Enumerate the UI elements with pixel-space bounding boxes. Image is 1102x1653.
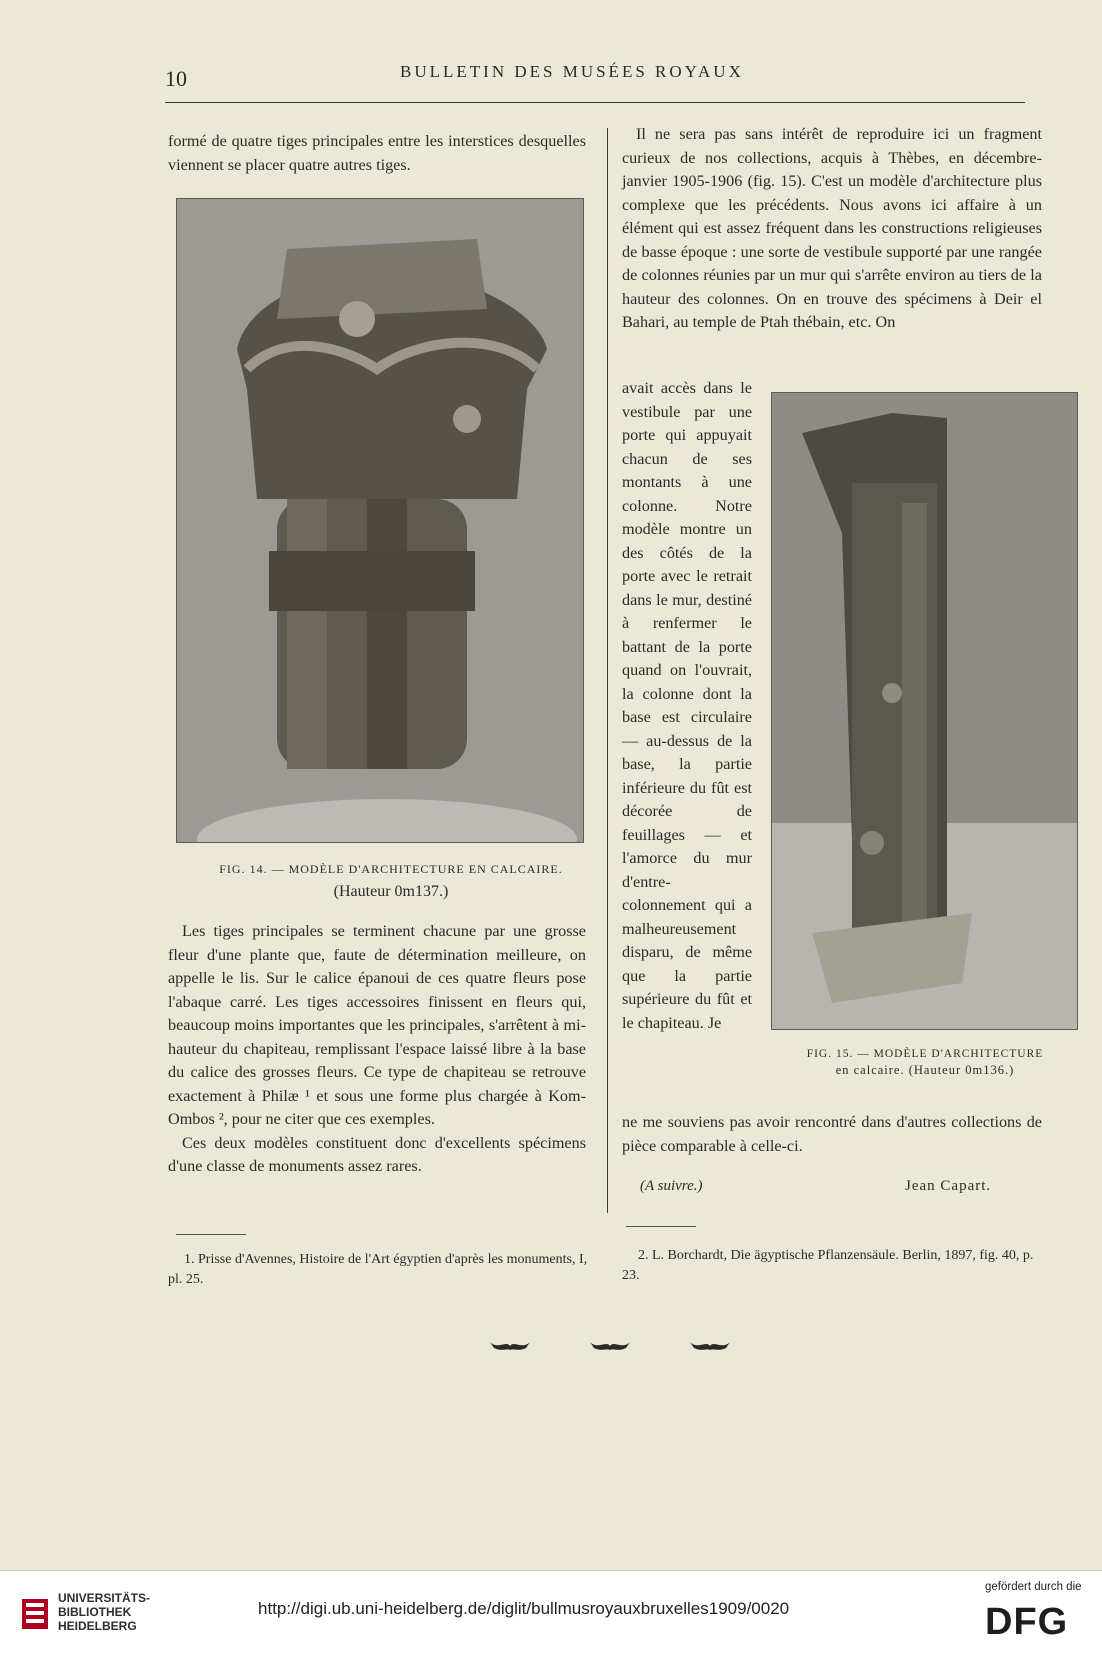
door-jamb-model-photo-icon — [772, 393, 1077, 1029]
figure-15-photo — [771, 392, 1078, 1030]
library-name — [58, 1591, 150, 1633]
left-paragraph-1: Les tiges principales se terminent chacune par une grosse fleur d'une plante que, faute de détermination meilleure, on appelle le lis. Sur le calice épanoui de ces quatre fleurs pose l'abaque carré. Les tiges accessoires finissent en fleurs qui, beaucoup moins importantes que les principales, s'arrêtent à mi-hauteur du chapiteau, remplissant l'espace laissé libre à la base du calice des grosses fleurs. Ce type de chapiteau se retrouve exactement à Philæ ¹ et sous une forme plus chargée à Kom-Ombos ², pour ne citer que ces exemples. — [168, 922, 586, 1128]
library-name-line3: HEIDELBERG — [58, 1619, 137, 1633]
figure-15-caption — [775, 1048, 1075, 1078]
right-column-end — [622, 1111, 1042, 1158]
right-column-narrow — [622, 377, 752, 1035]
figure-14-caption-line2: (Hauteur 0m137.) — [333, 883, 449, 900]
left-paragraph-2: Ces deux modèles constituent donc d'excellents spécimens d'une classe de monuments assez rares. — [168, 1133, 586, 1175]
footnote-rule-right — [626, 1226, 696, 1227]
right-narrow-text: avait accès dans le vestibule par une porte qui appuyait chacun de ses montants à une colonne. Notre modèle montre un des côtés de la porte avec le retrait dans le mur, destiné à renfermer le battant de la porte quand on l'ouvrait, la colonne dont la base est circulaire — au-dessus de la base, la partie inférieure du fût est décorée de feuillages — et l'amorce du mur d'entre-colonnement qui a malheureusement disparu, de même que la partie supérieure du fût et le chapiteau. Je — [622, 379, 752, 1032]
footnote-1: 1. Prisse d'Avennes, Histoire de l'Art égyptien d'après les monuments, I, pl. 25. — [168, 1252, 588, 1287]
funding-label: gefördert durch die — [985, 1581, 1082, 1593]
ornament-right-icon — [688, 1338, 732, 1352]
page-number: 10 — [165, 66, 187, 91]
figure-14-caption — [176, 862, 606, 901]
footnote-rule-left — [176, 1234, 246, 1235]
ornament-center-icon — [588, 1338, 632, 1352]
left-top-paragraph: formé de quatre tiges principales entre les interstices desquelles viennent se placer quatre autres tiges. — [168, 132, 586, 174]
dfg-logo: DFG — [985, 1601, 1069, 1643]
library-name-line2: BIBLIOTHEK — [58, 1605, 132, 1619]
university-library-logo-icon — [20, 1593, 50, 1633]
left-column-body — [168, 920, 586, 1179]
right-paragraph-end: ne me souviens pas avoir rencontré dans d'autres collections de pièce comparable à celle-ci. — [622, 1113, 1042, 1155]
header-rule — [165, 102, 1025, 103]
right-column-top — [622, 123, 1042, 335]
column-divider — [607, 128, 608, 1213]
footnote-2: 2. L. Borchardt, Die ägyptische Pflanzensäule. Berlin, 1897, fig. 40, p. 23. — [622, 1248, 1034, 1283]
to-follow: (A suivre.) — [640, 1178, 703, 1194]
figure-14-caption-line1: FIG. 14. — MODÈLE D'ARCHITECTURE EN CALCAIRE. — [219, 862, 563, 876]
running-title: BULLETIN DES MUSÉES ROYAUX — [400, 62, 744, 81]
source-url-link[interactable]: http://digi.ub.uni-heidelberg.de/diglit/bullmusroyauxbruxelles1909/0020 — [258, 1599, 790, 1618]
figure-15-caption-line2: en calcaire. (Hauteur 0m136.) — [835, 1063, 1015, 1077]
library-name-line1: UNIVERSITÄTS- — [58, 1591, 151, 1605]
carved-capital-photo-icon — [177, 199, 583, 842]
left-column-top — [168, 130, 586, 177]
author-signature: Jean Capart. — [905, 1178, 992, 1194]
figure-15-caption-line1: FIG. 15. — MODÈLE D'ARCHITECTURE — [806, 1048, 1044, 1060]
ornament-left-icon — [488, 1338, 532, 1352]
footer-bar — [0, 1570, 1102, 1653]
figure-14-photo — [176, 198, 584, 843]
right-paragraph-1: Il ne sera pas sans intérêt de reproduire ici un fragment curieux de nos collections, acquis à Thèbes, en décembre-janvier 1905-1906 (fig. 15). C'est un modèle d'architecture plus complexe que les précédents. Nous avons ici affaire à un élément qui est assez fréquent dans les constructions religieuses de basse époque : une sorte de vestibule supporté par une rangée de colonnes réunies par un mur qui s'arrête environ au tiers de la hauteur des colonnes. On en trouve des spécimens à Deir el Bahari, au temple de Ptah thébain, etc. On — [622, 125, 1042, 331]
